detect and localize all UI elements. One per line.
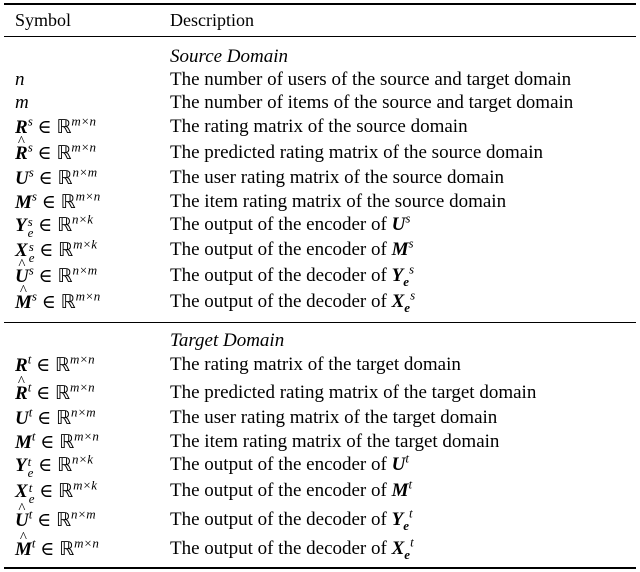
table-row xyxy=(0,91,640,115)
table-row xyxy=(0,406,640,430)
symbol-cell: ^ $U^s$ ∈ ℝ$^{n\times m}$ xyxy=(15,264,97,289)
header-row xyxy=(0,8,640,32)
symbol-cell: n xyxy=(15,69,25,90)
table-row xyxy=(0,450,640,480)
table-row xyxy=(0,381,640,405)
symbol-cell: X t e ∈ ℝ$^{m\times k}$ xyxy=(15,477,98,506)
description-cell: The number of users of the source and target domain xyxy=(170,69,572,90)
description-cell: The rating matrix of the source domain xyxy=(170,116,468,137)
symbol-cell: Y s e ∈ ℝ$^{n\times k}$ xyxy=(15,211,94,240)
section-title-row xyxy=(0,329,640,353)
table-row xyxy=(0,141,640,165)
table-row xyxy=(0,353,640,377)
description-cell: The item rating matrix of the source domain xyxy=(170,191,507,212)
description-cell: The user rating matrix of the target domain xyxy=(170,407,498,428)
symbol-cell: $U^t$ ∈ ℝ$^{n\times m}$ xyxy=(15,404,96,429)
bottom-rule xyxy=(4,567,636,569)
table-row xyxy=(0,68,640,92)
header-rule xyxy=(4,36,636,37)
symbol-cell: X s e ∈ ℝ$^{m\times k}$ xyxy=(15,236,98,265)
table-row xyxy=(0,210,640,240)
top-rule xyxy=(4,3,636,5)
table-row xyxy=(0,287,640,315)
symbol-cell: ^ $M^t$ ∈ ℝ$^{m\times n}$ xyxy=(15,537,99,562)
table-row xyxy=(0,115,640,139)
description-cell: The output of the encoder of $M^t$ xyxy=(170,476,413,501)
description-cell: The predicted rating matrix of the source domain xyxy=(170,142,544,163)
description-cell: The output of the decoder of $X_e^t$ xyxy=(170,534,414,562)
table-row xyxy=(0,505,640,533)
symbol-cell: $M^s$ ∈ ℝ$^{m\times n}$ xyxy=(15,188,101,213)
symbol-cell: ^ $R^t$ ∈ ℝ$^{m\times n}$ xyxy=(15,381,95,406)
symbol-cell: $R^s$ ∈ ℝ$^{m\times n}$ xyxy=(15,113,97,138)
description-cell: The number of items of the source and target domain xyxy=(170,92,574,113)
table-row xyxy=(0,476,640,506)
description-cell: The output of the encoder of $U^t$ xyxy=(170,450,409,475)
symbol-cell: $M^t$ ∈ ℝ$^{m\times n}$ xyxy=(15,428,99,453)
header-description: Description xyxy=(170,10,254,30)
symbol-cell: Y t e ∈ ℝ$^{n\times k}$ xyxy=(15,451,94,480)
section-title-target: Target Domain xyxy=(170,330,285,351)
table-row xyxy=(0,190,640,214)
symbol-cell: ^ $R^s$ ∈ ℝ$^{m\times n}$ xyxy=(15,141,96,166)
symbol-cell: m xyxy=(15,92,29,113)
section-title-row xyxy=(0,45,640,69)
table-row xyxy=(0,430,640,454)
description-cell: The output of the encoder of $M^s$ xyxy=(170,235,414,260)
description-cell: The rating matrix of the target domain xyxy=(170,354,461,375)
description-cell: The output of the encoder of $U^s$ xyxy=(170,210,411,235)
header-symbol: Symbol xyxy=(15,10,72,30)
description-cell: The predicted rating matrix of the target domain xyxy=(170,382,537,403)
table-row xyxy=(0,261,640,289)
symbol-cell: ^ $M^s$ ∈ ℝ$^{m\times n}$ xyxy=(15,290,100,315)
symbol-cell: ^ $U^t$ ∈ ℝ$^{n\times m}$ xyxy=(15,508,96,533)
section-title-source: Source Domain xyxy=(170,46,289,67)
table-row xyxy=(0,166,640,190)
description-cell: The output of the decoder of $X_e^s$ xyxy=(170,287,416,315)
section-rule xyxy=(4,322,636,323)
symbol-cell: $R^t$ ∈ ℝ$^{m\times n}$ xyxy=(15,351,95,376)
table-row xyxy=(0,534,640,562)
description-cell: The output of the decoder of $Y_e^s$ xyxy=(170,261,415,289)
symbol-cell: $U^s$ ∈ ℝ$^{n\times m}$ xyxy=(15,164,98,189)
description-cell: The output of the decoder of $Y_e^t$ xyxy=(170,505,413,533)
table-row xyxy=(0,235,640,265)
description-cell: The item rating matrix of the target domain xyxy=(170,431,500,452)
description-cell: The user rating matrix of the source domain xyxy=(170,167,504,188)
